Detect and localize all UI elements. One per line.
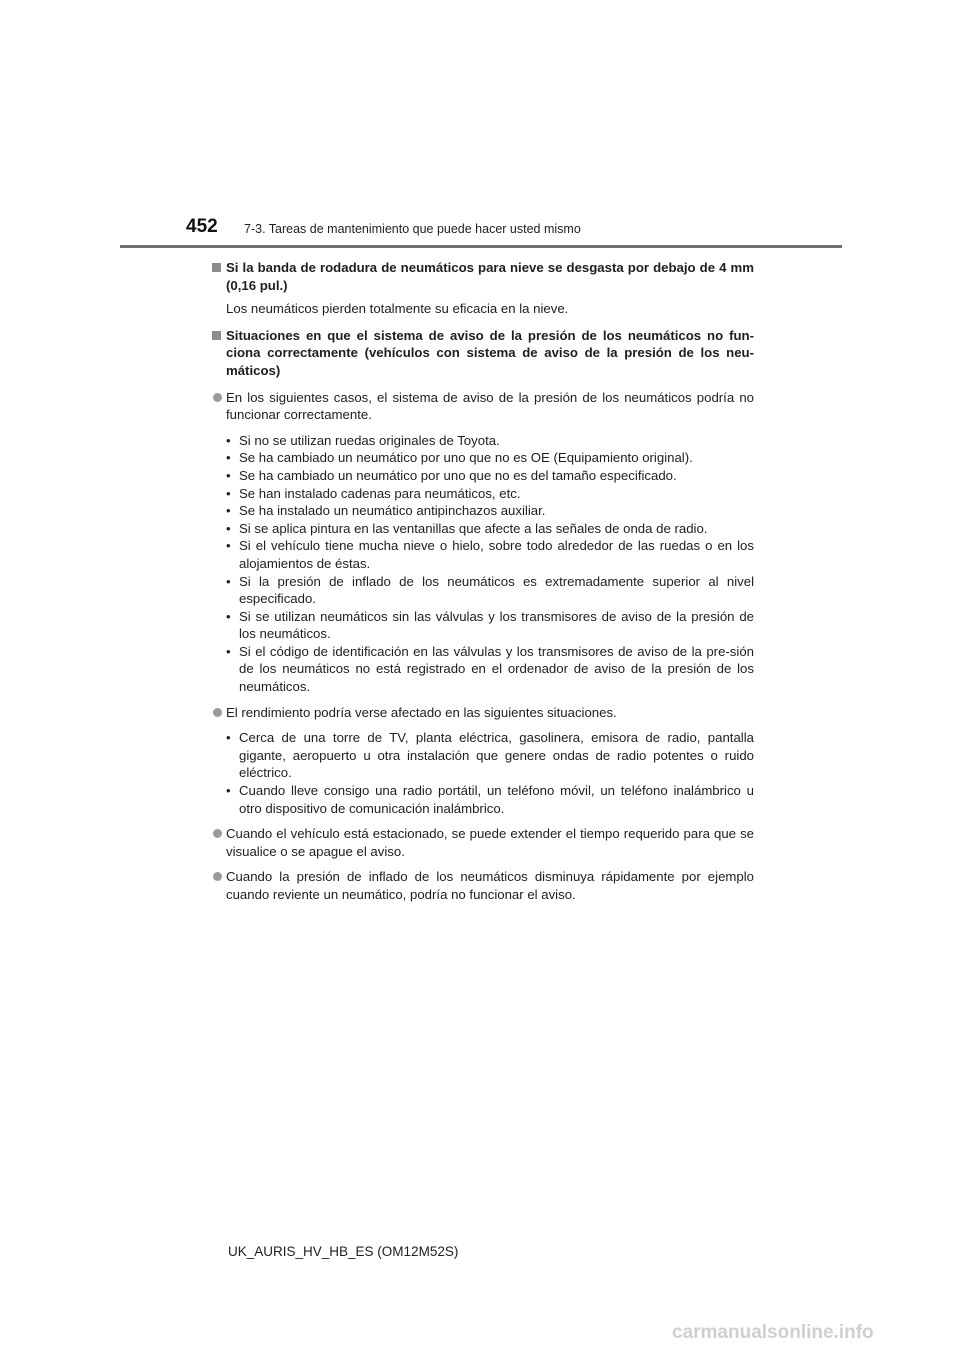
circle-bullet-icon <box>213 708 222 717</box>
list-item <box>226 643 754 696</box>
list-item <box>226 502 754 520</box>
list-item <box>226 485 754 503</box>
list-item <box>226 729 754 782</box>
list-item <box>226 432 754 450</box>
circle-item <box>212 389 754 424</box>
list-item <box>226 520 754 538</box>
bullet-dot: • <box>226 783 231 799</box>
list-item-text: Si no se utilizan ruedas originales de Toyota. <box>239 432 500 448</box>
section-title: 7-3. Tareas de mantenimiento que puede hacer usted mismo <box>244 222 581 236</box>
circle-bullet-icon <box>213 393 222 402</box>
bullet-list <box>212 432 754 696</box>
circle-bullet-icon <box>213 829 222 838</box>
bullet-dot: • <box>226 538 231 554</box>
section-snow-tires <box>212 259 754 318</box>
header-rule <box>120 245 842 248</box>
bullet-dot: • <box>226 573 231 589</box>
list-item <box>226 467 754 485</box>
bullet-dot: • <box>226 608 231 624</box>
list-item <box>226 573 754 608</box>
list-item-text: Si el vehículo tiene mucha nieve o hielo, sobre todo alrededor de las ruedas o en los alojamientos de éstas. <box>239 538 754 571</box>
list-item-text: Si el código de identificación en las válvulas y los transmisores de aviso de la pre-sión de los neumáticos no está registrado en el ordenador de aviso de la presión de los neumáticos. <box>239 643 754 695</box>
page-number: 452 <box>186 216 218 237</box>
section-paragraph: Los neumáticos pierden totalmente su eficacia en la nieve. <box>226 301 569 317</box>
item-text: Cuando el vehículo está estacionado, se puede extender el tiempo requerido para que se visualice o se apague el aviso. <box>226 826 754 859</box>
bullet-list <box>212 729 754 817</box>
list-item <box>226 782 754 817</box>
list-item-text: Si se aplica pintura en las ventanillas que afecte a las señales de onda de radio. <box>239 520 708 536</box>
list-item-text: Se ha cambiado un neumático por uno que no es del tamaño especificado. <box>239 467 677 483</box>
list-item-text: Se ha cambiado un neumático por uno que no es OE (Equipamiento original). <box>239 450 693 466</box>
list-item-text: Se ha instalado un neumático antipinchazos auxiliar. <box>239 503 546 519</box>
list-item-text: Se han instalado cadenas para neumáticos, etc. <box>239 485 521 501</box>
circle-bullet-icon <box>213 872 222 881</box>
list-item-text: Si la presión de inflado de los neumáticos es extremadamente superior al nivel especificado. <box>239 573 754 607</box>
bullet-dot: • <box>226 503 231 519</box>
circle-item <box>212 704 754 722</box>
item-text: Cuando la presión de inflado de los neumáticos disminuya rápidamente por ejemplo cuando reviente un neumático, podría no funcionar el aviso. <box>226 869 754 902</box>
footer-code: UK_AURIS_HV_HB_ES (OM12M52S) <box>228 1244 459 1259</box>
item-text: En los siguientes casos, el sistema de aviso de la presión de los neumáticos podría no funcionar correctamente. <box>226 389 754 423</box>
square-bullet-icon <box>212 263 221 272</box>
section-heading: Si la banda de rodadura de neumáticos para nieve se desgasta por debajo de 4 mm (0,16 pul.) <box>226 260 754 293</box>
circle-item <box>212 825 754 860</box>
section-heading: Situaciones en que el sistema de aviso de la presión de los neumáticos no fun-ciona correctamente (vehículos con sistema de aviso de la presión de los neu-máticos) <box>226 327 754 378</box>
square-bullet-icon <box>212 331 221 340</box>
circle-item <box>212 868 754 903</box>
list-item <box>226 537 754 572</box>
list-item-text: Cerca de una torre de TV, planta eléctrica, gasolinera, emisora de radio, pantalla gigante, aeropuerto u otra instalación que genere ondas de radio potentes o ruido eléctrico. <box>239 730 754 781</box>
bullet-dot: • <box>226 485 231 501</box>
bullet-dot: • <box>226 450 231 466</box>
bullet-dot: • <box>226 643 231 659</box>
watermark: carmanualsonline.info <box>672 1322 874 1343</box>
list-item-text: Si se utilizan neumáticos sin las válvulas y los transmisores de aviso de la presión de los neumáticos. <box>239 608 754 642</box>
section-tpws <box>212 327 754 389</box>
bullet-dot: • <box>226 730 231 746</box>
list-item-text: Cuando lleve consigo una radio portátil, un teléfono móvil, un teléfono inalámbrico u otro dispositivo de comunicación inalámbrico. <box>239 783 754 816</box>
bullet-dot: • <box>226 432 231 448</box>
item-text: El rendimiento podría verse afectado en las siguientes situaciones. <box>226 704 617 720</box>
bullet-dot: • <box>226 467 231 483</box>
bullet-dot: • <box>226 520 231 536</box>
list-item <box>226 608 754 643</box>
list-item <box>226 449 754 467</box>
main-content <box>212 259 754 912</box>
